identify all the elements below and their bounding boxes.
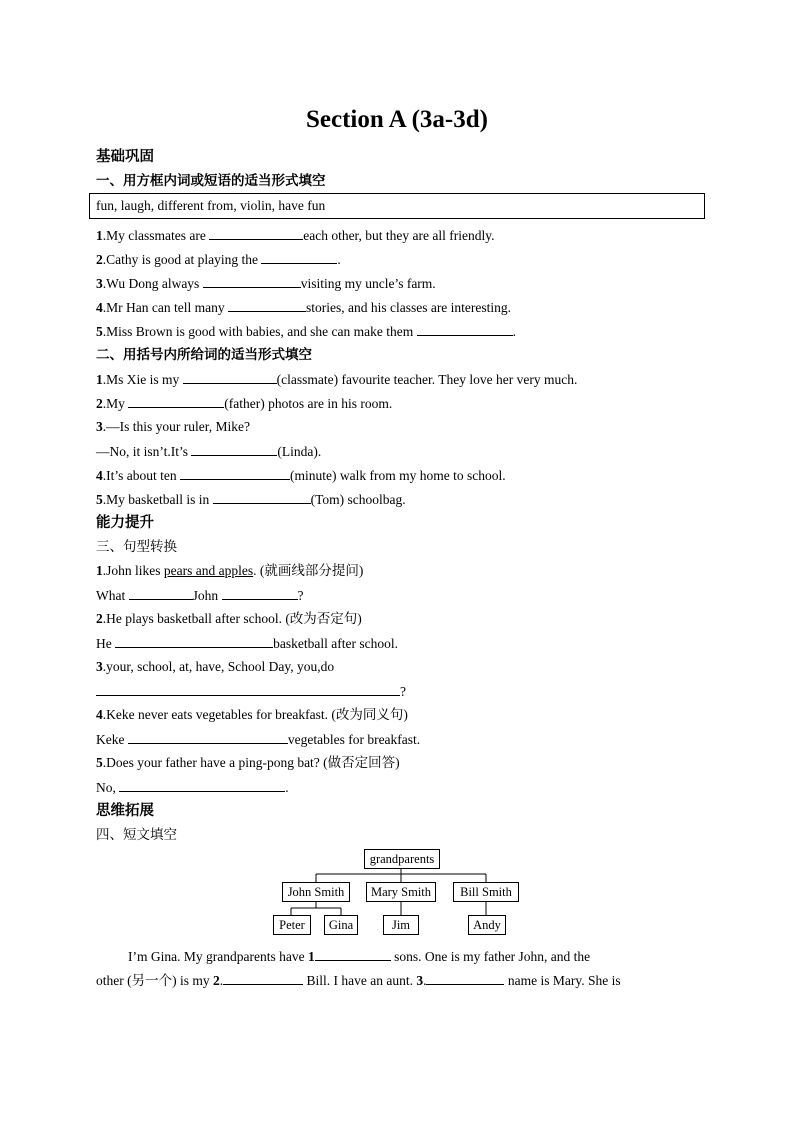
part1-item-4: 4.Mr Han can tell many stories, and his classes are interesting.	[96, 300, 512, 315]
part3-q5-answer: No, .	[96, 780, 289, 795]
part3-q2-answer: He basketball after school.	[96, 636, 398, 651]
section-basic-heading: 基础巩固	[96, 149, 154, 165]
section-ability-heading: 能力提升	[96, 515, 154, 531]
underlined-phrase: pears and apples	[163, 563, 254, 578]
tree-node-grandchild: Jim	[383, 915, 419, 935]
answer-blank[interactable]	[315, 947, 391, 961]
answer-blank[interactable]	[223, 971, 303, 985]
part2-item-5: 5.My basketball is in (Tom) schoolbag.	[96, 492, 406, 507]
tree-node-child: John Smith	[282, 882, 350, 902]
passage-line-1: I’m Gina. My grandparents have 1 sons. One is my father John, and the	[128, 949, 591, 964]
part1-item-5: 5.Miss Brown is good with babies, and she can make them .	[96, 324, 516, 339]
word-box-text: fun, laugh, different from, violin, have fun	[96, 198, 326, 213]
part4-heading: 四、短文填空	[96, 827, 177, 843]
part3-q1-answer: What John ?	[96, 588, 304, 603]
part1-item-2: 2.Cathy is good at playing the .	[96, 252, 341, 267]
part3-q3: 3.your, school, at, have, School Day, you,do	[96, 659, 335, 674]
part3-q5: 5.Does your father have a ping-pong bat? (做否定回答)	[96, 755, 400, 770]
part1-item-1: 1.My classmates are each other, but they are all friendly.	[96, 228, 495, 243]
part2-heading: 二、用括号内所给词的适当形式填空	[96, 347, 312, 363]
passage-line-2: other (另一个) is my 2. Bill. I have an aunt. 3. name is Mary. She is	[96, 973, 621, 988]
part2-item-3-answer: —No, it isn’t.It’s (Linda).	[96, 444, 322, 459]
section-thinking-heading: 思维拓展	[96, 803, 154, 819]
part3-heading: 三、句型转换	[96, 539, 177, 555]
part3-q3-answer: ?	[96, 682, 406, 701]
part1-item-3: 3.Wu Dong always visiting my uncle’s farm.	[96, 276, 436, 291]
tree-node-grandchild: Peter	[273, 915, 311, 935]
part3-q1: 1.John likes pears and apples. (就画线部分提问)	[96, 563, 364, 578]
answer-blank[interactable]	[426, 971, 504, 985]
tree-node-child: Bill Smith	[453, 882, 519, 902]
tree-node-root: grandparents	[364, 849, 440, 869]
tree-node-grandchild: Andy	[468, 915, 506, 935]
part3-q4: 4.Keke never eats vegetables for breakfast. (改为同义句)	[96, 707, 408, 722]
part1-heading: 一、用方框内词或短语的适当形式填空	[96, 173, 326, 189]
part2-item-3: 3.—Is this your ruler, Mike?	[96, 419, 250, 434]
part3-q4-answer: Keke vegetables for breakfast.	[96, 732, 421, 747]
page-title: Section A (3a-3d)	[306, 106, 488, 133]
tree-node-child: Mary Smith	[366, 882, 436, 902]
tree-node-grandchild: Gina	[324, 915, 358, 935]
part2-item-1: 1.Ms Xie is my (classmate) favourite teacher. They love her very much.	[96, 372, 578, 387]
part2-item-2: 2.My (father) photos are in his room.	[96, 396, 393, 411]
part3-q2: 2.He plays basketball after school. (改为否定句)	[96, 611, 362, 626]
part2-item-4: 4.It’s about ten (minute) walk from my home to school.	[96, 468, 506, 483]
